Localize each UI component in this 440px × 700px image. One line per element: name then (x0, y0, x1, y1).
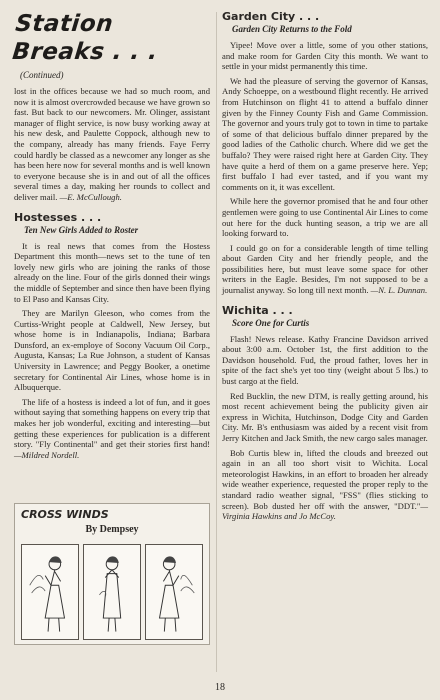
section-title-wichita: Wichita . . . (222, 303, 293, 317)
section-title-hostesses: Hostesses . . . (14, 210, 102, 224)
page-number: 18 (215, 682, 225, 693)
author-signature: —E. McCullough. (59, 191, 122, 202)
hostess-drawing-icon (84, 545, 140, 639)
article-paragraph: They are Marilyn Gleeson, who comes from the Curtiss-Wright people at Caldwell, New Jersey, but whose home is in Indianapolis, Indiana; Barbara Dunsford, an ex-employe of Socony Vacuum Oil Corp., Augusta, Kansas; La Rue Johnson, a student of Kansas University in Lawrence; and Peggy Booker, a onetime secretary for Continental Air Lines, whose home is in Albuquerque. (14, 308, 210, 393)
hostess-drawing-icon (146, 545, 202, 639)
author-signature: —N. L. Dunnan. (370, 285, 428, 296)
article-paragraph: I could go on for a considerable length of time telling about Garden City and her friendly people, and the possibilities here, but must leave some space for other writers in the Eagle. Besides, I'm not supposed to be a journalist anyway. So long till next month. —N. L. Dunnan. (222, 242, 428, 296)
cartoon-panels (21, 544, 203, 638)
section-subtitle-hostesses: Ten New Girls Added to Roster (24, 224, 139, 235)
column-divider (216, 12, 217, 672)
cartoon-title: CROSS WINDS (21, 508, 109, 521)
article-paragraph: Red Bucklin, the new DTM, is really getting around, his most recent achievement being the publicity given air express in Wichita, Hutchinson, Dodge City and Garden City. Mr. B's enthusiasm was aided by a recent visit from Jerry Kitchen and Jack Smith, the new cargo sales manager. (222, 390, 428, 443)
article-paragraph: Flash! News release. Kathy Francine Davidson arrived about 3:00 a.m. October 1st, the first addition to the Davidson household. Fud, the proud father, loves her in spite of the fact she's yet too tiny (weight about 5 lbs.) to bust cargo at the field. (222, 333, 428, 387)
cartoon-panel-2 (83, 544, 141, 640)
continued-label: (Continued) (20, 70, 64, 80)
cross-winds-cartoon (14, 503, 210, 645)
cartoon-panel-3 (145, 544, 203, 640)
author-signature: —Mildred Nordell. (14, 449, 80, 460)
article-paragraph: It is real news that comes from the Hostess Department this month—news set to the tune of ten lovely new girls who are joining the ranks of those already on the line. Four of the girls donned their wings the middle of September and since then have been flying to El Paso and Kansas City. (14, 240, 210, 304)
section-subtitle-wichita: Score One for Curtis (232, 317, 310, 328)
left-column (11, 10, 210, 464)
article-paragraph: Bob Curtis blew in, lifted the clouds and breezed out again in an all too short visit to Wichita. Local meteorologist Hawkins, in an effort to broaden her already wide weather experience, requested the proper reply to the standard radio weather signal, "FSS" (flies sticking to screen). Bob dusted her off with the answer, "DDT."—Virginia Hawkins and Jo McCoy. (222, 447, 428, 522)
hostess-drawing-icon (22, 545, 78, 639)
article-paragraph: While here the governor promised that he and four other gentlemen were going to use Continental Air Lines to come out here for the duck hunting season, a trip we are all looking forward to. (222, 196, 428, 239)
section-subtitle-garden-city: Garden City Returns to the Fold (232, 24, 352, 34)
article-paragraph: Yipee! Move over a little, some of you other stations, and make room for Garden City this month. We want to settle in your midst permanently this time. (222, 40, 428, 72)
article-paragraph: The life of a hostess is indeed a lot of fun, and it goes without saying that something happens on every trip that makes her job wonderful, exciting and interesting—but getting these experiences for publication is a different story. "Fly Continental" and get their stories first hand!—Mildred Nordell. (14, 396, 210, 460)
right-column (222, 10, 428, 526)
cartoon-panel-1 (21, 544, 79, 640)
article-paragraph: lost in the offices because we had so much room, and now it is almost overcrowded because we have grown so fast. But back to our newcomers. Mr. Olinger, assistant manager of flight service, is now busy working away at his new desk, and Paulette Coppock, although new to the company, already has many friends. Faye Ferry could hardly be classed as a newcomer any longer as she has been here now for several months and is well known to everyone because she is in and out of all the offices several times a day, making her rounds to collect and deliver mail. —E. McCullough. (14, 86, 210, 202)
masthead-title: Station Breaks . . . (11, 11, 160, 65)
article-paragraph: We had the pleasure of serving the governor of Kansas, Andy Schoeppe, on a westbound flight recently. He arrived from Hutchinson on flight 41 to attend a buffalo dinner given by the Finney County Fish and Game Commission. The governor and yours truly got to town in time to partake of some of that delicious buffalo dinner prepared by the good ladies of the Catholic church. Where did we get the buffalo? They were raised right here at Garden City. They have quite a herd of them on a game preserve here. Yep; first buffalo I had ever tasted, and if you want my comments on it, it was excellent. (222, 75, 428, 192)
author-signature: —Virginia Hawkins and Jo McCoy. (222, 500, 428, 522)
section-title-garden-city: Garden City . . . (222, 10, 320, 23)
cartoon-byline: By Dempsey (85, 524, 139, 535)
